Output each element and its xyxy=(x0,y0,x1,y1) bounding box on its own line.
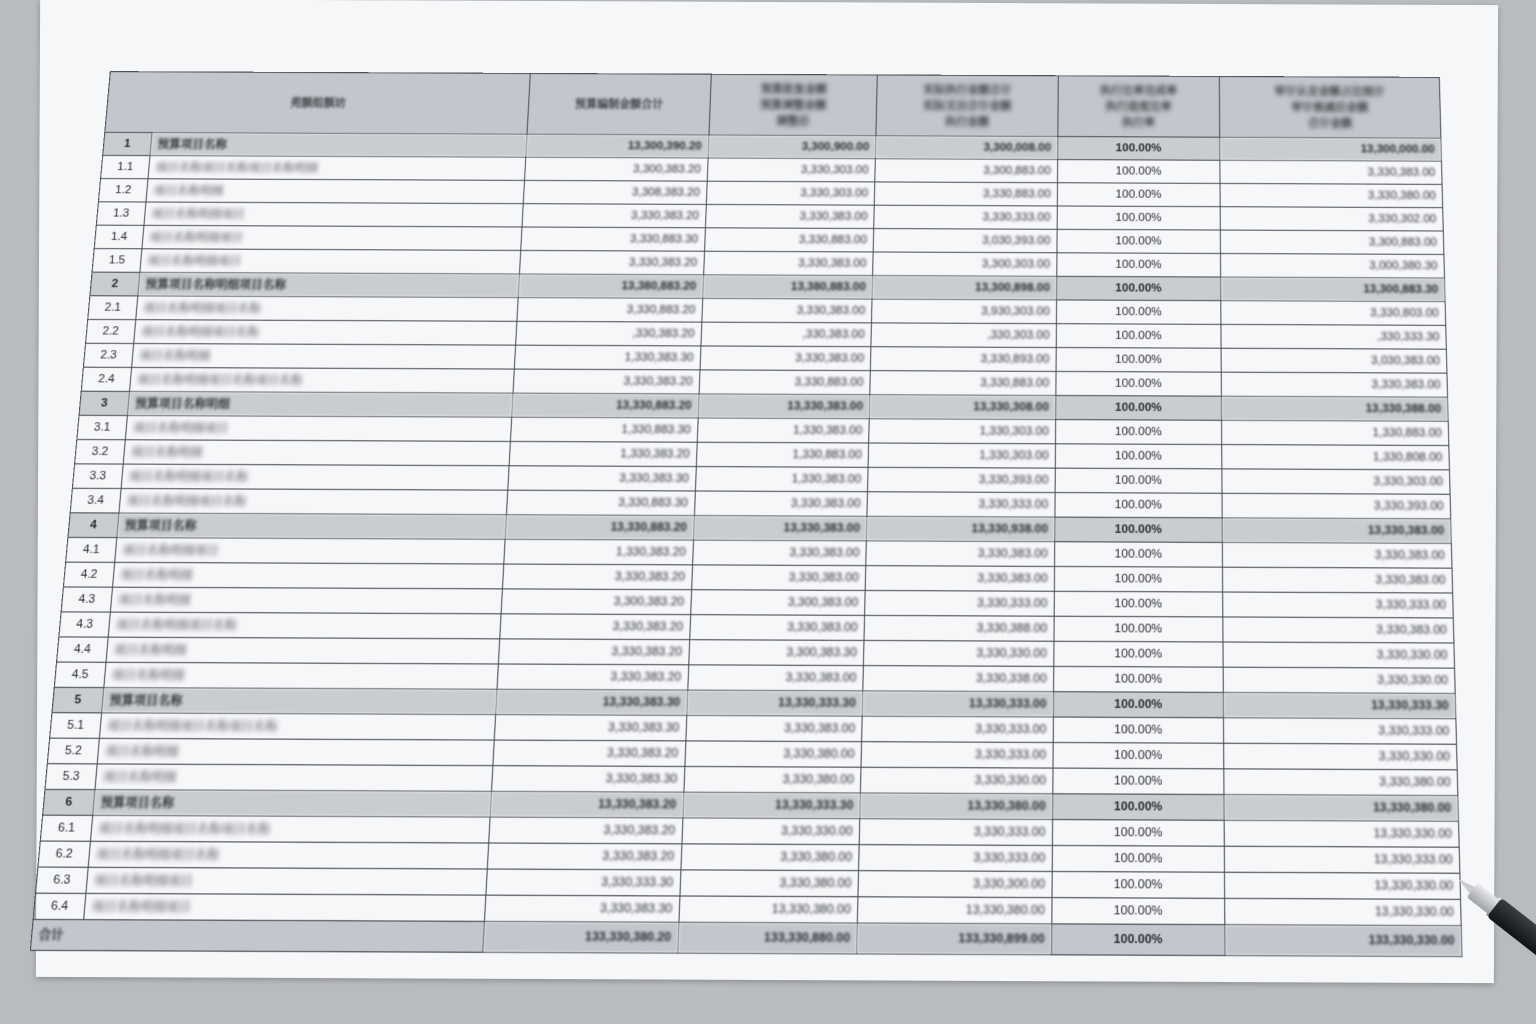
row-budget: 3,330,383.30 xyxy=(484,895,679,922)
row-budget: 3,300,383.20 xyxy=(525,157,708,181)
row-audited: 13,330,388.00 xyxy=(1221,396,1448,421)
row-approved: 3,330,383.00 xyxy=(702,298,873,322)
row-name: 项目名称明细项目 xyxy=(86,867,487,895)
header-col-5 xyxy=(1058,76,1220,137)
row-budget: 13,330,383.30 xyxy=(496,689,688,715)
header-col-5-line3: 执行率 xyxy=(1122,117,1156,130)
row-actual: 3,330,338.00 xyxy=(863,666,1054,692)
row-audited: 13,330,330.00 xyxy=(1224,820,1459,847)
row-rate: 100.00% xyxy=(1053,768,1224,794)
row-name: 项目名称明细项目 xyxy=(144,202,523,227)
row-budget: 3,308,383.20 xyxy=(523,180,707,204)
header-col-4-line3: 执行金额 xyxy=(944,116,990,129)
row-budget: ,330,383.20 xyxy=(516,321,702,346)
row-actual: 3,330,883.00 xyxy=(874,182,1057,206)
row-audited: 13,300,883.30 xyxy=(1220,277,1445,302)
row-audited: 3,330,380.00 xyxy=(1220,183,1443,207)
row-actual: 3,330,300.00 xyxy=(858,871,1052,898)
row-actual: 13,330,938.00 xyxy=(866,516,1054,541)
total-label xyxy=(30,919,484,952)
row-actual: 13,300,898.00 xyxy=(872,276,1056,300)
row-name: 项目名称明细项目 xyxy=(125,416,511,442)
row-budget: 13,330,383.20 xyxy=(490,791,684,818)
row-name: 项目名称明细项目名称 xyxy=(121,464,509,490)
header-col-6-line3: 合计金额 xyxy=(1307,118,1353,131)
row-actual: 3,330,333.00 xyxy=(859,819,1052,846)
row-approved: 13,330,383.00 xyxy=(693,516,867,541)
row-actual: 3,330,333.00 xyxy=(859,845,1053,872)
row-audited: 1,330,883.00 xyxy=(1221,420,1448,445)
row-index: 5.2 xyxy=(47,738,99,764)
row-actual: 3,330,388.00 xyxy=(864,615,1054,641)
row-index: 1 xyxy=(103,132,152,155)
row-name: 预算项目名称明细项目名称 xyxy=(138,272,520,297)
header-col-5-line1: 执行比率完成率 xyxy=(1100,85,1178,98)
header-col-3-line2: 预算调整金额 xyxy=(759,99,827,113)
row-approved: 13,330,333.30 xyxy=(683,792,861,819)
row-budget: 3,300,383.20 xyxy=(501,589,691,615)
row-index: 4.2 xyxy=(63,562,114,587)
row-audited: 3,330,330.00 xyxy=(1223,743,1457,770)
row-rate: 100.00% xyxy=(1056,348,1221,373)
row-audited: 3,330,383.00 xyxy=(1221,372,1448,397)
row-actual: 1,330,303.00 xyxy=(869,419,1056,444)
row-approved: 3,330,383.00 xyxy=(686,715,863,741)
row-actual: 3,330,333.00 xyxy=(874,205,1057,229)
row-actual: 3,330,393.00 xyxy=(868,467,1056,492)
row-name: 项目名称明细项目 xyxy=(140,249,521,274)
row-audited: 13,330,330.00 xyxy=(1224,898,1461,925)
row-index: 2 xyxy=(90,272,140,296)
row-rate: 100.00% xyxy=(1057,229,1221,253)
row-rate: 100.00% xyxy=(1055,468,1222,493)
row-budget: 3,330,383.30 xyxy=(494,715,686,741)
header-col-3 xyxy=(709,74,878,135)
row-actual: 3,330,333.00 xyxy=(867,492,1055,517)
row-rate: 100.00% xyxy=(1052,845,1224,872)
row-rate: 100.00% xyxy=(1056,276,1220,300)
table-header-row xyxy=(105,72,1441,139)
row-index: 4.1 xyxy=(66,537,117,562)
row-audited: 3,330,383.00 xyxy=(1220,160,1442,184)
row-audited: 3,330,330.00 xyxy=(1223,667,1455,693)
row-actual: 1,330,303.00 xyxy=(868,443,1055,468)
row-budget: 3,330,383.20 xyxy=(493,740,686,766)
row-actual: 3,330,333.00 xyxy=(862,716,1054,742)
row-rate: 100.00% xyxy=(1055,444,1222,469)
row-index: 2.2 xyxy=(86,319,136,343)
row-actual: 13,330,308.00 xyxy=(869,395,1055,420)
row-actual: 3,330,333.00 xyxy=(865,590,1055,616)
row-rate: 100.00% xyxy=(1057,253,1221,277)
row-rate: 100.00% xyxy=(1055,420,1221,445)
row-name: 项目名称明细 xyxy=(146,179,525,204)
row-audited: 1,330,808.00 xyxy=(1222,445,1450,470)
row-rate: 100.00% xyxy=(1055,493,1222,518)
row-index: 4.4 xyxy=(57,637,109,662)
row-budget: 3,330,883.30 xyxy=(521,227,705,251)
row-name: 项目名称明细项目名称 xyxy=(88,841,488,869)
row-index: 3 xyxy=(79,391,130,415)
row-actual: 3,330,383.00 xyxy=(866,541,1055,567)
row-audited: 3,000,380.30 xyxy=(1220,253,1444,278)
row-name: 项目名称明细 xyxy=(123,440,510,466)
row-rate: 100.00% xyxy=(1055,395,1221,420)
row-index: 3.4 xyxy=(70,488,121,513)
row-index: 4.3 xyxy=(59,612,111,637)
header-col-4 xyxy=(876,75,1058,137)
row-budget: 3,330,883.30 xyxy=(506,490,695,515)
row-name: 预算项目名称明细 xyxy=(127,391,513,417)
row-approved: 3,330,383.00 xyxy=(688,665,864,691)
row-approved: 3,300,900.00 xyxy=(708,135,876,159)
row-rate: 100.00% xyxy=(1056,371,1222,396)
row-index: 3.1 xyxy=(77,415,128,439)
row-budget: 1,330,883.30 xyxy=(510,417,698,442)
row-approved: 3,300,383.00 xyxy=(690,590,865,616)
row-index: 4.5 xyxy=(54,662,106,687)
row-audited: 13,300,000.00 xyxy=(1220,137,1442,161)
row-name: 项目名称明细 xyxy=(97,738,494,765)
row-audited: 3,330,303.00 xyxy=(1222,469,1450,494)
row-actual: 3,330,883.00 xyxy=(870,371,1056,396)
row-name: 项目名称明细项目 xyxy=(84,893,486,921)
row-actual: 3,300,883.00 xyxy=(875,159,1058,183)
row-index: 6.1 xyxy=(40,815,92,841)
row-name: 预算项目名称 xyxy=(93,790,492,818)
row-index: 6.2 xyxy=(38,841,91,867)
row-budget: 3,330,383.20 xyxy=(489,817,683,844)
row-index: 4.3 xyxy=(61,587,112,612)
header-col-4-line2: 实际支出合计金额 xyxy=(923,100,1012,113)
row-approved: ,330,383.00 xyxy=(701,322,872,347)
row-actual: 3,300,303.00 xyxy=(873,252,1057,276)
row-audited: 3,030,383.00 xyxy=(1221,348,1447,373)
row-name: 预算项目名称 xyxy=(117,513,507,539)
total-row xyxy=(30,919,1462,956)
total-label-text: 合计 xyxy=(38,929,64,944)
header-item-name xyxy=(105,72,531,135)
header-col-2 xyxy=(527,73,711,135)
row-name: 项目名称明细 xyxy=(113,562,504,589)
row-actual: 3,330,333.00 xyxy=(861,742,1053,768)
row-audited: 3,330,393.00 xyxy=(1222,493,1451,519)
header-item-name-label: 苑额组额坊 xyxy=(289,97,347,110)
row-index: 6.4 xyxy=(33,893,86,919)
row-index: 4 xyxy=(68,513,119,538)
row-rate: 100.00% xyxy=(1052,898,1225,925)
row-rate: 100.00% xyxy=(1054,616,1223,642)
row-index: 6.3 xyxy=(36,867,89,893)
row-actual: ,330,303.00 xyxy=(871,323,1056,348)
row-name: 项目名称明细 xyxy=(132,343,516,369)
row-audited: 13,330,333.00 xyxy=(1224,846,1460,873)
row-name: 项目名称项目名称项目名称明细 xyxy=(148,156,526,181)
row-actual: 3,930,303.00 xyxy=(872,299,1057,324)
row-approved: 3,330,383.00 xyxy=(705,204,874,228)
total-c5: 133,330,330.00 xyxy=(1225,925,1462,957)
header-col-3-line3: 调整后 xyxy=(775,115,810,128)
row-rate: 100.00% xyxy=(1053,666,1223,692)
row-rate: 100.00% xyxy=(1054,641,1223,667)
row-audited: 3,330,302.00 xyxy=(1220,207,1443,231)
row-index: 2.3 xyxy=(83,343,133,367)
row-approved: 3,330,383.00 xyxy=(694,491,867,516)
row-budget: 1,330,383.20 xyxy=(504,539,693,565)
row-actual: 3,330,893.00 xyxy=(870,347,1056,372)
row-audited: 3,300,883.00 xyxy=(1220,230,1444,254)
row-budget: 3,330,383.20 xyxy=(522,204,706,228)
row-approved: 3,330,883.00 xyxy=(704,228,873,252)
row-approved: 1,330,883.00 xyxy=(696,442,869,467)
row-approved: 1,330,383.00 xyxy=(697,418,869,443)
row-rate: 100.00% xyxy=(1055,517,1223,542)
row-approved: 3,330,380.00 xyxy=(680,870,859,897)
header-col-2-label: 预算编制金额合计 xyxy=(574,98,664,112)
row-budget: 3,330,883.20 xyxy=(517,298,703,323)
row-rate: 100.00% xyxy=(1057,206,1220,230)
row-budget: 3,330,383.20 xyxy=(502,564,692,590)
row-rate: 100.00% xyxy=(1053,742,1224,768)
row-approved: 13,330,380.00 xyxy=(679,896,858,923)
row-index: 1.3 xyxy=(96,202,146,226)
row-approved: 3,330,303.00 xyxy=(706,181,875,205)
total-c1: 133,330,380.20 xyxy=(483,921,679,953)
paper-sheet xyxy=(36,0,1498,983)
row-actual: 3,330,330.00 xyxy=(860,767,1052,794)
row-audited: 3,330,333.00 xyxy=(1222,592,1453,618)
total-c2: 133,330,880.00 xyxy=(677,922,857,954)
row-audited: 3,330,383.00 xyxy=(1222,542,1452,568)
row-rate: 100.00% xyxy=(1052,871,1225,898)
row-approved: 3,330,380.00 xyxy=(681,844,860,871)
row-index: 2.4 xyxy=(81,367,131,391)
row-name: 项目名称明细项目 xyxy=(142,225,522,250)
row-actual: 3,300,008.00 xyxy=(875,136,1057,160)
row-index: 5.1 xyxy=(50,713,102,739)
row-budget: 3,330,383.20 xyxy=(513,369,700,394)
row-actual: 3,330,330.00 xyxy=(863,640,1053,666)
row-name: 项目名称明细 xyxy=(106,637,500,664)
row-index: 5.3 xyxy=(45,764,97,790)
total-c3: 133,330,899.00 xyxy=(857,923,1052,955)
row-actual: 3,330,383.00 xyxy=(865,566,1054,592)
row-index: 2.1 xyxy=(88,296,138,320)
row-index: 1.2 xyxy=(98,179,148,202)
row-name: 预算项目名称 xyxy=(102,688,497,715)
row-approved: 3,330,383.00 xyxy=(700,346,871,371)
row-approved: 3,330,380.00 xyxy=(684,766,861,792)
row-budget: 3,330,383.30 xyxy=(491,766,684,793)
row-rate: 100.00% xyxy=(1053,692,1223,718)
row-actual: 13,330,333.00 xyxy=(862,691,1053,717)
row-approved: 3,330,883.00 xyxy=(699,370,871,395)
row-budget: 13,380,883.20 xyxy=(518,274,703,298)
row-audited: 3,330,333.00 xyxy=(1223,718,1456,744)
row-index: 5 xyxy=(52,687,104,713)
row-audited: 13,330,333.30 xyxy=(1223,692,1456,718)
row-approved: 3,330,303.00 xyxy=(707,158,875,182)
row-name: 项目名称明细项目名称 xyxy=(119,488,508,514)
row-budget: 3,330,383.20 xyxy=(497,664,688,690)
header-col-3-line1: 预算批复金额 xyxy=(760,83,827,97)
row-audited: 3,330,330.00 xyxy=(1223,642,1455,668)
row-rate: 100.00% xyxy=(1053,717,1223,743)
row-budget: 13,330,883.20 xyxy=(505,515,694,540)
row-rate: 100.00% xyxy=(1056,300,1221,324)
row-approved: 3,330,383.00 xyxy=(689,615,864,641)
row-approved: 3,330,383.00 xyxy=(691,565,865,591)
row-index: 3.2 xyxy=(75,440,126,465)
row-budget: 3,330,383.20 xyxy=(519,250,704,274)
row-name: 项目名称明细 xyxy=(95,764,493,791)
row-approved: 13,330,333.30 xyxy=(687,690,863,716)
table-body xyxy=(33,132,1461,925)
row-index: 6 xyxy=(43,789,95,815)
row-audited: 3,330,380.00 xyxy=(1224,769,1458,796)
row-budget: 3,330,383.20 xyxy=(498,639,689,665)
row-name: 项目名称明细 xyxy=(110,587,502,614)
row-rate: 100.00% xyxy=(1057,136,1219,160)
row-index: 3.3 xyxy=(72,464,123,489)
row-audited: 13,330,330.00 xyxy=(1224,872,1460,899)
row-approved: 13,330,383.00 xyxy=(698,394,870,419)
row-budget: 1,330,383.30 xyxy=(514,345,700,370)
row-rate: 100.00% xyxy=(1057,183,1220,207)
row-name: 预算项目名称 xyxy=(150,133,527,158)
row-name: 项目名称明细 xyxy=(104,662,499,689)
row-audited: 3,330,383.00 xyxy=(1223,617,1454,643)
row-audited: 13,330,383.00 xyxy=(1222,518,1451,544)
row-index: 1.5 xyxy=(92,249,142,273)
row-rate: 100.00% xyxy=(1054,591,1223,617)
row-budget: 3,330,383.20 xyxy=(487,843,681,870)
row-audited: 3,330,383.00 xyxy=(1222,567,1452,593)
row-approved: 3,330,380.00 xyxy=(685,741,862,767)
row-audited: 3,330,803.00 xyxy=(1221,301,1446,326)
header-col-6-line2: 审计核减后金额 xyxy=(1291,102,1369,115)
row-rate: 100.00% xyxy=(1054,566,1222,592)
row-rate: 100.00% xyxy=(1052,820,1224,847)
header-col-5-line2: 执行进度比率 xyxy=(1105,101,1172,114)
row-rate: 100.00% xyxy=(1052,794,1224,821)
row-budget: 1,330,383.20 xyxy=(509,441,697,466)
row-name: 项目名称明细项目名称项目名称 xyxy=(90,815,490,843)
row-name: 项目名称明细项目名称项目名称 xyxy=(99,713,495,740)
row-budget: 3,330,383.20 xyxy=(500,614,691,640)
row-budget: 3,330,333.30 xyxy=(486,869,681,896)
row-rate: 100.00% xyxy=(1054,542,1222,567)
row-name: 项目名称明细项目名称 xyxy=(136,296,518,321)
row-rate: 100.00% xyxy=(1056,324,1221,349)
budget-table xyxy=(30,71,1463,957)
header-col-4-line1: 实际执行金额合计 xyxy=(923,84,1012,97)
pen-barrel xyxy=(1487,898,1536,972)
row-approved: 3,330,330.00 xyxy=(682,818,860,845)
row-approved: 3,330,383.00 xyxy=(703,251,873,275)
row-budget: 13,330,883.20 xyxy=(512,393,699,418)
row-index: 1.4 xyxy=(94,225,144,249)
total-pct: 100.00% xyxy=(1051,924,1224,956)
header-col-6-line1: 审计认定金额占比统计 xyxy=(1274,86,1385,99)
row-name: 项目名称明细项目名称项目名称 xyxy=(130,367,515,393)
row-name: 项目名称明细项目名称 xyxy=(108,612,501,639)
row-index: 1.1 xyxy=(101,155,150,178)
header-col-6 xyxy=(1219,76,1441,138)
row-approved: 13,380,883.00 xyxy=(702,275,872,299)
row-actual: 3,030,393.00 xyxy=(873,229,1057,253)
row-budget: 13,300,390.20 xyxy=(526,134,709,158)
row-approved: 3,300,383.30 xyxy=(688,640,864,666)
row-name: 项目名称明细项目 xyxy=(115,538,505,564)
row-actual: 13,330,380.00 xyxy=(857,897,1051,924)
row-approved: 3,330,383.00 xyxy=(692,540,866,565)
row-audited: 13,330,380.00 xyxy=(1224,795,1459,822)
row-actual: 13,330,380.00 xyxy=(860,793,1053,820)
row-audited: ,330,333.30 xyxy=(1221,324,1447,349)
row-name: 项目名称明细项目名称 xyxy=(134,320,517,345)
row-approved: 1,330,383.00 xyxy=(695,467,868,492)
row-rate: 100.00% xyxy=(1057,160,1220,184)
row-budget: 3,330,383.30 xyxy=(508,466,696,491)
